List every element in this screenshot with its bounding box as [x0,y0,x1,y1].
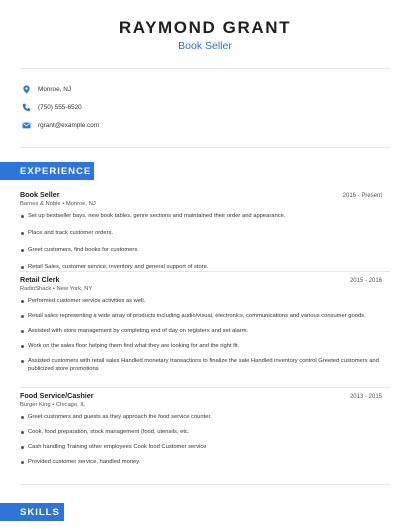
job-entry [20,190,382,271]
location-text: Monroe, NJ [38,85,72,93]
bullet-item: Assisted with store management by completing end of day on registers and set alarm. [20,327,382,335]
divider-bottom [20,484,390,485]
location-pin-icon [22,85,31,94]
bullet-item: Cook, food preparation, stock management (food, utensils, etc. [20,428,382,436]
divider-job [20,271,390,272]
divider-job [20,387,390,388]
bullet-item: Place and track customer orders. [20,229,382,237]
contact-location [22,82,71,96]
job-bullets [20,297,382,373]
job-title: Book Seller [20,190,60,199]
job-dates: 2013 - 2015 [349,394,382,400]
bullet-item: Retail sales representing a wide array of products including audio/visual, electronics, communications and various consumer goods. [20,312,382,320]
bullet-item: Performed customer service activities as well. [20,297,382,305]
bullet-item: Set up bestseller bays, new book tables, genre sections and maintained their order and appearance. [20,212,382,220]
phone-text: (750) 555-6520 [38,103,82,111]
bullet-item: Work on the sales floor helping them find what they are looking for and the right fit. [20,342,382,350]
job-entry [20,391,382,466]
contact-email [22,118,99,132]
job-bullets [20,212,382,271]
job-dates: 2016 - Present [342,193,382,199]
job-title: Food Service/Cashier [20,391,94,400]
bullet-item: Greet customers and guests as they approach the food service counter. [20,413,382,421]
section-header-skills: SKILLS [0,503,64,521]
job-bullets [20,413,382,466]
job-title: Retail Clerk [20,275,60,284]
email-icon [22,121,31,130]
job-entry [20,275,382,373]
bullet-item: Provided customer service, handled money. [20,458,382,466]
phone-icon [22,103,31,112]
section-header-experience: EXPERIENCE [0,162,94,180]
divider-contact [20,147,390,148]
job-employer: Burger King • Chicago, IL [20,402,86,408]
bullet-item: Retail Sales, customer service, inventory and general support of store. [20,263,382,271]
contact-phone [22,100,82,114]
candidate-name: RAYMOND GRANT [118,18,292,37]
bullet-item: Assisted customers with retail sales Handled monetary transactions to finalize the sale Handled inventory control Greeted customers and publicized store promotions [20,357,382,373]
candidate-title: Book Seller [178,40,232,52]
bullet-item: Cash handling Training other employees Cook food Customer service [20,443,382,451]
job-employer: Barnes & Noble • Monroe, NJ [20,201,96,207]
email-text: rgrant@example.com [38,121,100,129]
job-employer: RadioShack • New York, NY [20,286,93,292]
job-dates: 2015 - 2016 [349,278,382,284]
bullet-item: Greet customers, find books for customers. [20,246,382,254]
divider-top [20,68,390,69]
